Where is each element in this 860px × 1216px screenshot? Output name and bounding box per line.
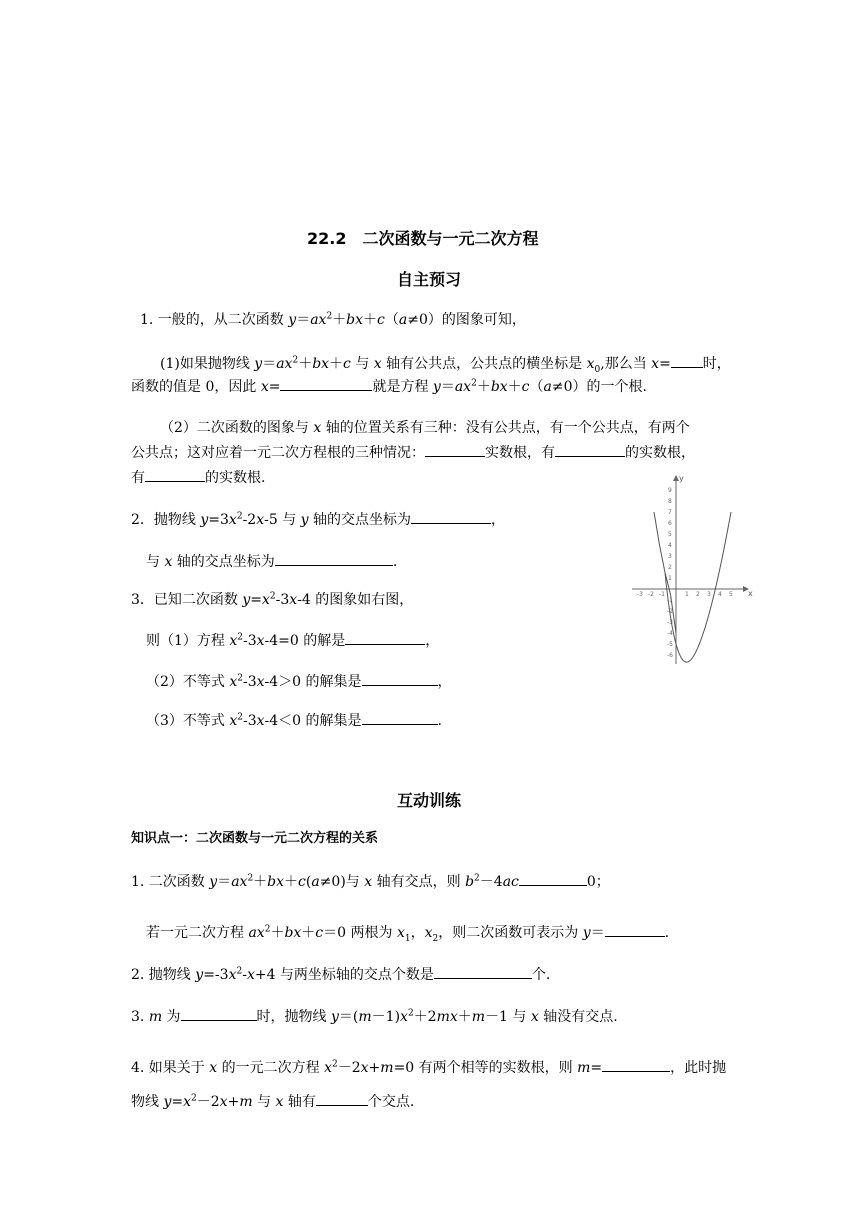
y-tick-label: 5 (668, 531, 672, 538)
x-tick-label: 4 (718, 591, 722, 598)
y-axis-label: y (679, 474, 684, 483)
y-tick-label: -3 (667, 619, 673, 626)
knowledge-point-heading: 知识点一：二次函数与一元二次方程的关系 (131, 831, 379, 846)
preview-q1-part2-line2: 公共点；这对应着一元二次方程根的三种情况： 实数根，有 的实数根， (131, 442, 695, 463)
answer-blank[interactable] (181, 1006, 257, 1021)
answer-blank[interactable] (362, 710, 438, 725)
answer-blank[interactable] (519, 871, 587, 886)
answer-blank[interactable] (602, 1057, 670, 1072)
preview-q1-part2-line3: 有 的实数根. (131, 467, 265, 488)
page-title: 22.2 二次函数与一元二次方程 (307, 229, 539, 248)
practice-q1-line2: 若一元二次方程 $ax^2+bx+c=0$ 两根为 $x_1$，$x_2$，则二次函数可表示为 y＝ . (146, 922, 669, 943)
answer-blank[interactable] (555, 442, 625, 457)
practice-q2: 2. 抛物线 $y=-3x^2-x+4$ 与两坐标轴的交点个数是 个. (131, 964, 550, 985)
x-tick-label: 2 (696, 591, 700, 598)
preview-q1-part2-line1: （2）二次函数的图象与 x 轴的位置关系有三种：没有公共点，有一个公共点，有两个 (160, 420, 690, 436)
y-tick-label: -2 (667, 608, 673, 615)
y-tick-label: 4 (668, 542, 672, 549)
y-tick-label: -4 (667, 630, 673, 637)
x-tick-label: -2 (648, 591, 654, 598)
answer-blank[interactable] (671, 353, 703, 368)
preview-q3-part3: （3）不等式 $x^2-3x-4<0$ 的解集是 . (146, 710, 442, 731)
answer-blank[interactable] (411, 509, 491, 524)
practice-q1-line1: 1. 二次函数 $y=ax^2+bx+c(a\ne 0)$与 x 轴有交点，则 $b^2-4ac$ 0； (131, 871, 610, 892)
answer-blank[interactable] (275, 551, 393, 566)
y-tick-label: 3 (668, 553, 672, 560)
parabola-curve (654, 512, 731, 662)
parabola-graph (628, 472, 758, 672)
x-tick-label: -1 (659, 591, 665, 598)
y-tick-label: -1 (667, 597, 673, 604)
preview-q2-line1: 2．抛物线 $y=3x^2-2x-5$ 与 y 轴的交点坐标为 ， (131, 509, 505, 530)
preview-q3-part1: 则（1）方程 $x^2-3x-4=0$ 的解是 ， (146, 630, 439, 651)
y-tick-label: 7 (668, 509, 672, 516)
x-tick-label: 5 (729, 591, 733, 598)
answer-blank[interactable] (605, 922, 665, 937)
y-tick-label: -5 (667, 641, 673, 648)
practice-q4-line1: 4. 如果关于 x 的一元二次方程 $x^2-2x+m=0$ 有两个相等的实数根，则 m= ，此时抛 (131, 1057, 726, 1078)
answer-blank[interactable] (434, 964, 532, 979)
y-tick-label: 1 (668, 575, 672, 582)
y-tick-label: 6 (668, 520, 672, 527)
preview-q2-line2: 与 x 轴的交点坐标为 . (146, 551, 397, 572)
preview-q1-part1-line2: 函数的值是 0，因此 x= 就是方程 $y=ax^2+bx+c(a\ne 0)$的一个根. (131, 376, 647, 397)
preview-q3-part2: （2）不等式 $x^2-3x-4>0$ 的解集是 ， (146, 671, 452, 692)
x-tick-label: 1 (685, 591, 689, 598)
preview-q3: 3．已知二次函数 $y=x^2-3x-4$ 的图象如右图， (131, 591, 414, 608)
y-tick-label: 9 (668, 487, 672, 494)
answer-blank[interactable] (425, 442, 485, 457)
practice-q4-line2: 物线 $y=x^2-2x+m$ 与 x 轴有 个交点. (131, 1091, 414, 1112)
answer-blank[interactable] (280, 376, 372, 391)
answer-blank[interactable] (362, 671, 438, 686)
answer-blank[interactable] (316, 1091, 368, 1106)
practice-q3: 3. m 为 时，抛物线 $y=(m-1)x^2+2mx+m-1$ 与 x 轴没有交点. (131, 1006, 618, 1027)
preview-q1-part1-line1: (1)如果抛物线 $y=ax^2+bx+c$ 与 x 轴有公共点，公共点的横坐标是 $x_0$,那么当 x= 时， (160, 353, 731, 374)
y-tick-label: -6 (667, 652, 673, 659)
section-heading-preview: 自主预习 (397, 270, 462, 289)
preview-q1: 1. 一般的，从二次函数 $y=ax^2+bx+c(a\ne 0)$的图象可知， (140, 311, 526, 328)
x-axis-label: x (748, 589, 753, 598)
y-tick-label: 2 (668, 564, 672, 571)
y-tick-label: 8 (668, 498, 672, 505)
x-tick-label: -3 (637, 591, 643, 598)
answer-blank[interactable] (145, 467, 205, 482)
answer-blank[interactable] (345, 630, 425, 645)
x-tick-label: 3 (707, 591, 711, 598)
section-heading-interactive: 互动训练 (397, 791, 462, 810)
